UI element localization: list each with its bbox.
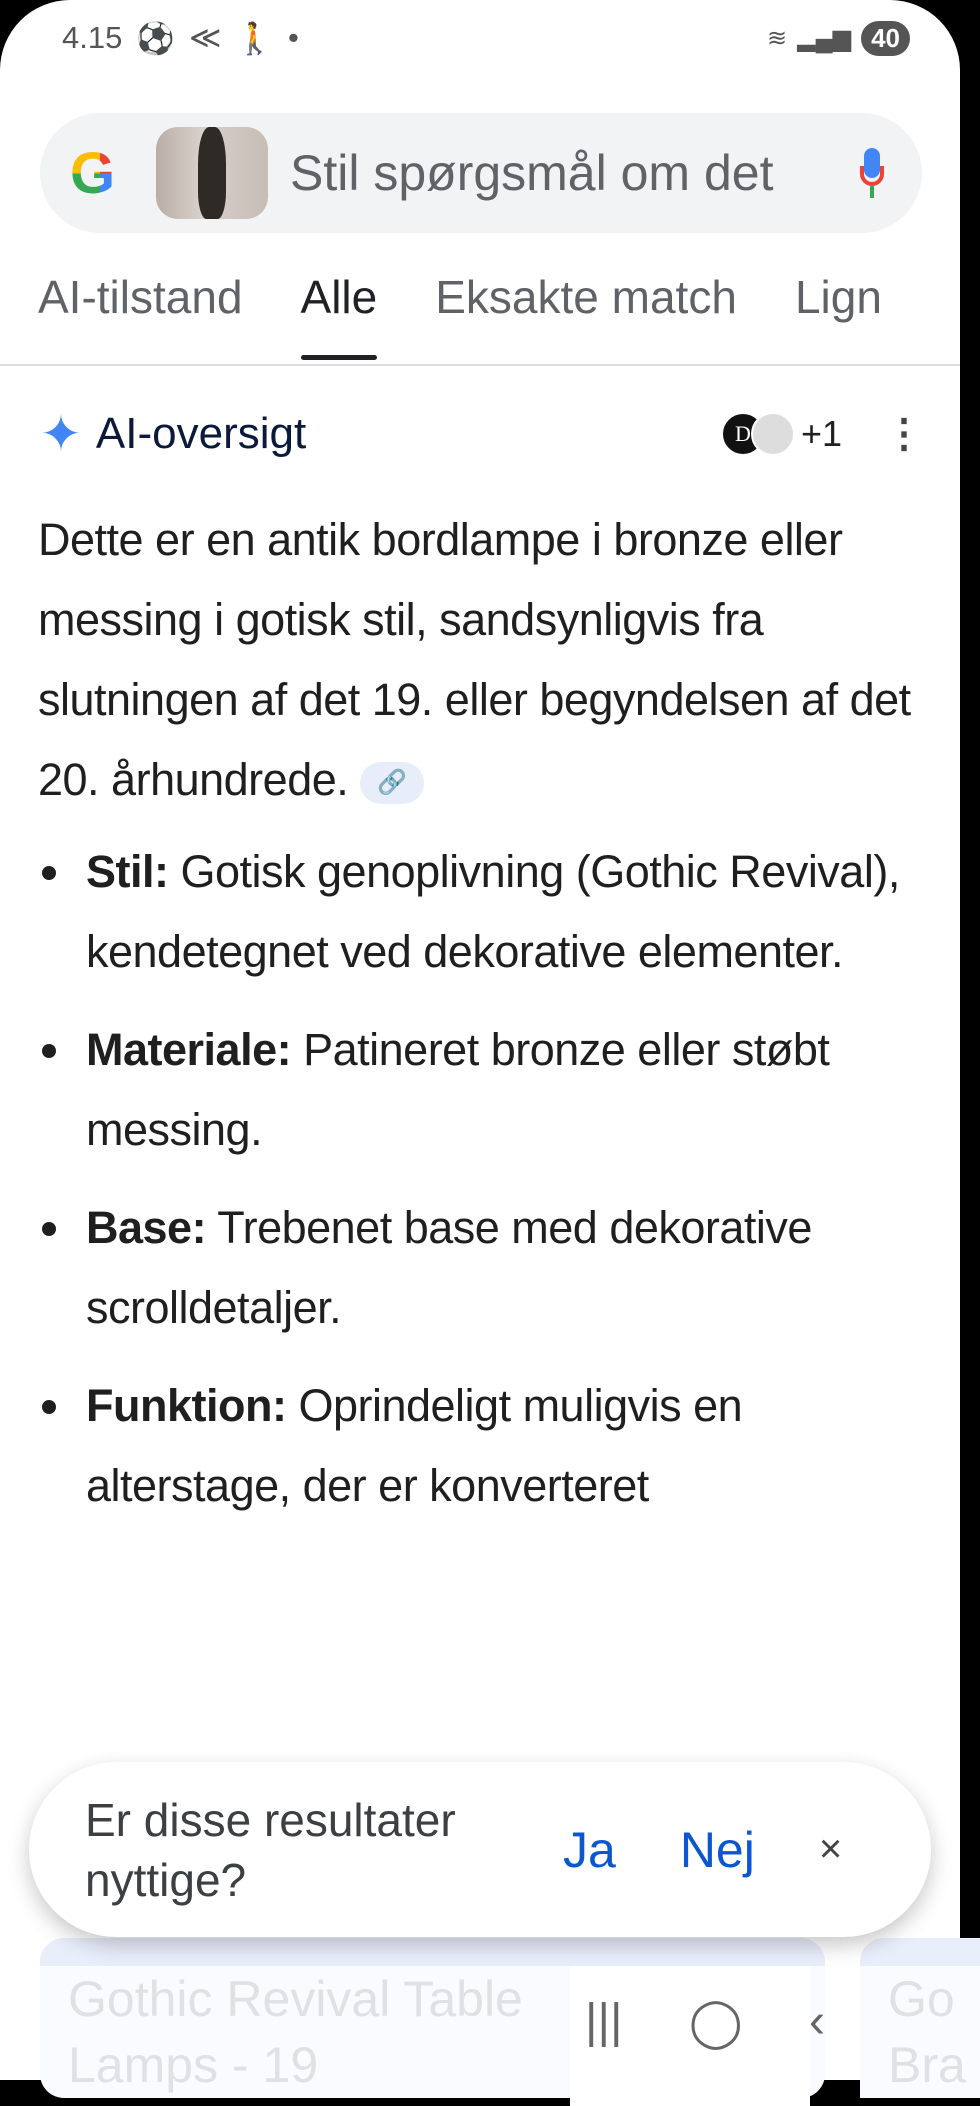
bullet-text: Oprindeligt muligvis en alterstage, der er konverteret bbox=[86, 1380, 743, 1511]
tab-similar[interactable]: Lign bbox=[794, 271, 882, 323]
sparkle-icon: ✦ bbox=[40, 406, 82, 462]
yes-button[interactable]: Ja bbox=[563, 1821, 616, 1878]
home-button[interactable]: ◯ bbox=[688, 1996, 743, 2049]
navigation-bar bbox=[585, 1994, 825, 2050]
no-button[interactable]: Nej bbox=[679, 1821, 755, 1878]
link-icon[interactable]: 🔗 bbox=[360, 762, 424, 804]
tab-all[interactable]: Alle bbox=[300, 271, 378, 323]
clock: 4.15 bbox=[62, 20, 123, 55]
result-card[interactable] bbox=[860, 1938, 980, 2098]
more-options-icon[interactable]: ⋮ bbox=[884, 412, 924, 456]
soccer-icon: ⚽ bbox=[136, 20, 175, 56]
search-tabs bbox=[38, 270, 882, 324]
sources-button[interactable] bbox=[721, 412, 842, 456]
sources-count: +1 bbox=[800, 413, 842, 454]
bullet-text: Patineret bronze eller støbt messing. bbox=[86, 1024, 830, 1155]
recents-button[interactable]: ||| bbox=[585, 1995, 623, 2048]
feedback-prompt bbox=[29, 1762, 931, 1937]
wifi-icon: ≋ bbox=[767, 24, 788, 52]
signal-icon: ▂▄▆ bbox=[797, 24, 852, 52]
list-item bbox=[38, 832, 936, 992]
bullet-list bbox=[38, 832, 936, 1526]
status-bar bbox=[62, 18, 910, 58]
tab-exact-match[interactable]: Eksakte match bbox=[435, 271, 737, 323]
list-item bbox=[38, 1366, 936, 1526]
list-item bbox=[38, 1010, 936, 1170]
bullet-label: Stil: bbox=[86, 846, 169, 897]
bullet-label: Funktion: bbox=[86, 1380, 287, 1431]
summary-text: Dette er en antik bordlampe i bronze eller messing i gotisk stil, sandsynligvis fra slutningen af det 19. eller begyndelsen af det 20. århundrede. bbox=[38, 514, 911, 805]
feedback-question: Er disse resultater nyttige? bbox=[85, 1793, 456, 1906]
divider bbox=[0, 364, 960, 366]
list-item bbox=[38, 1188, 936, 1348]
dot-icon: • bbox=[288, 20, 299, 55]
back-button[interactable]: ‹ bbox=[809, 1995, 825, 2048]
card-title: Go Bra bbox=[888, 1971, 966, 2093]
walking-icon: 🚶 bbox=[235, 20, 275, 56]
search-bar[interactable] bbox=[40, 113, 922, 233]
source-avatar: D bbox=[721, 412, 765, 456]
source-avatar bbox=[751, 412, 795, 456]
summary bbox=[38, 500, 936, 820]
notification-icon: ≪ bbox=[188, 20, 222, 55]
card-title: Gothic Revival Table Lamps - 19 bbox=[68, 1971, 523, 2093]
battery-indicator: 40 bbox=[861, 21, 910, 56]
search-image-thumbnail[interactable] bbox=[156, 127, 268, 219]
bullet-text: Trebenet base med dekorative scrolldetaljer. bbox=[86, 1202, 812, 1333]
bullet-label: Materiale: bbox=[86, 1024, 292, 1075]
ai-overview-header bbox=[40, 405, 924, 463]
tab-ai-mode[interactable]: AI-tilstand bbox=[38, 271, 243, 323]
ai-overview-title: AI-oversigt bbox=[95, 409, 307, 458]
bullet-text: Gotisk genoplivning (Gothic Revival), kendetegnet ved dekorative elementer. bbox=[86, 846, 900, 977]
close-icon[interactable]: × bbox=[818, 1827, 843, 1871]
ai-overview-body bbox=[38, 500, 936, 1544]
bullet-label: Base: bbox=[86, 1202, 207, 1253]
microphone-icon[interactable] bbox=[860, 148, 882, 198]
search-input[interactable]: Stil spørgsmål om det bbox=[290, 145, 774, 201]
google-logo-icon[interactable]: G bbox=[70, 140, 130, 207]
